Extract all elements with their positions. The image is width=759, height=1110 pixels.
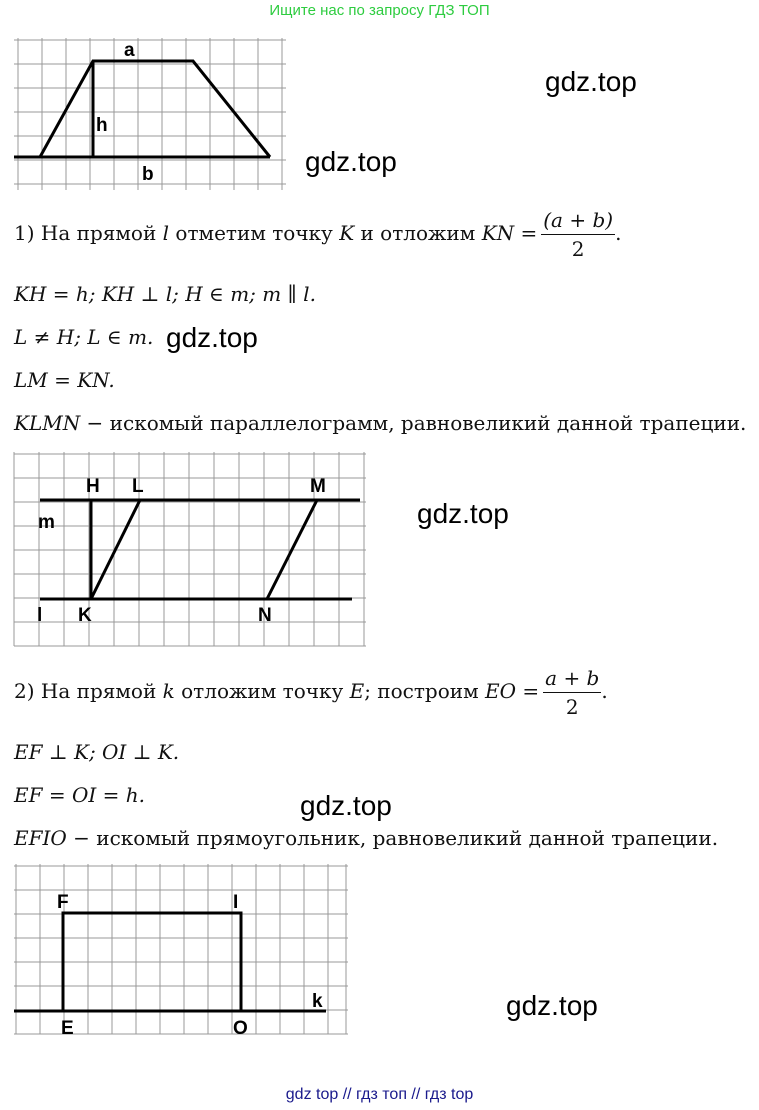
label-L: L — [132, 476, 144, 497]
fraction-numerator: (a + b) — [541, 208, 615, 235]
watermark-3: gdz.top — [166, 322, 258, 353]
label-O: O — [233, 1018, 248, 1039]
line-ef-perp-text: EF ⊥ K; OI ⊥ K. — [14, 740, 180, 764]
watermark-5: gdz.top — [300, 790, 392, 821]
line-lh-text: L ≠ H; L ∈ m. — [14, 325, 154, 349]
line-kh-text: KH = h; KH ⊥ l; H ∈ m; m ∥ l. — [14, 282, 316, 306]
step1-end: . — [615, 221, 622, 245]
step2-end: . — [601, 679, 608, 703]
label-M: M — [310, 476, 326, 497]
label-F: F — [57, 892, 69, 913]
figure-rectangle — [0, 0, 360, 1050]
step1-var-l: l — [162, 221, 170, 245]
step2-var-k: k — [162, 679, 175, 703]
step1-mid1: отметим точку — [169, 221, 340, 245]
fraction-denominator: 2 — [571, 237, 585, 261]
label-l: l — [37, 605, 43, 626]
label-I: I — [233, 892, 239, 913]
watermark-6: gdz.top — [506, 990, 598, 1021]
line-lm-text: LM = KN. — [14, 368, 115, 392]
step2-fraction — [543, 666, 601, 719]
watermark-1: gdz.top — [545, 66, 637, 97]
fraction2-numerator: a + b — [543, 666, 601, 693]
step1-prefix: 1) На прямой — [14, 221, 163, 245]
line-ef-eq-text: EF = OI = h. — [14, 783, 145, 807]
label-H: H — [86, 476, 100, 497]
step1-expr-kn: KN = — [481, 221, 538, 245]
label-K: K — [78, 605, 92, 626]
header-search-hint[interactable]: Ищите нас по запросу ГДЗ ТОП — [269, 2, 490, 19]
klmn-description: − искомый параллелограмм, равновеликий данной трапеции. — [80, 411, 747, 435]
step2-mid2: ; построим — [364, 679, 486, 703]
watermark-2: gdz.top — [305, 146, 397, 177]
watermark-4: gdz.top — [417, 498, 509, 529]
efio-description: − искомый прямоугольник, равновеликий данной трапеции. — [66, 826, 719, 850]
label-E: E — [61, 1018, 74, 1039]
step2-var-e: E — [349, 679, 365, 703]
label-h: h — [96, 115, 108, 136]
label-b: b — [142, 164, 154, 185]
fraction2-denominator: 2 — [565, 695, 579, 719]
label-m: m — [38, 512, 55, 533]
step2-expr-eo: EO = — [485, 679, 540, 703]
step2-prefix: 2) На прямой — [14, 679, 163, 703]
label-a: a — [124, 40, 135, 61]
label-k: k — [312, 991, 323, 1012]
klmn-expr: KLMN — [14, 411, 81, 435]
label-N: N — [258, 605, 272, 626]
footer-links[interactable]: gdz top // гдз топ // гдз top — [285, 1086, 474, 1103]
step1-fraction — [541, 208, 615, 261]
step2-mid1: отложим точку — [174, 679, 350, 703]
step1-mid2: и отложим — [354, 221, 482, 245]
efio-expr: EFIO — [14, 826, 67, 850]
step1-var-k: K — [339, 221, 355, 245]
